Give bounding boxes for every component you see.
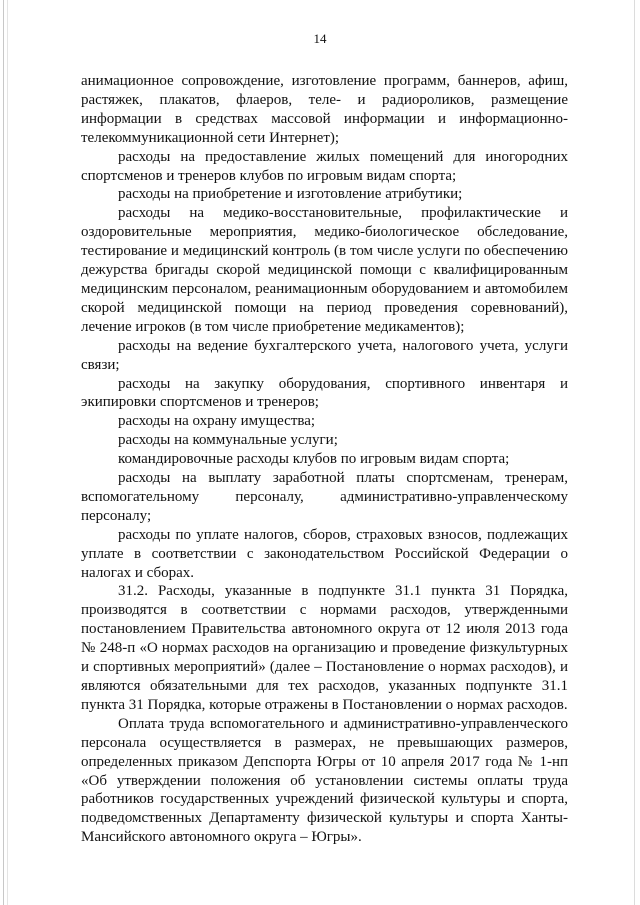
paragraph-tax-expenses: расходы по уплате налогов, сборов, страховых взносов, подлежащих уплате в соответствии с законодательством Российской Федерации о налогах и сборах. [81, 526, 568, 581]
paragraph-travel-expenses: командировочные расходы клубов по игровым видам спорта; [118, 451, 510, 468]
paragraph-accounting-expenses: расходы на ведение бухгалтерского учета, налогового учета, услуги связи; [81, 337, 568, 373]
paragraph-section-31-2: 31.2. Расходы, указанные в подпункте 31.1 пункта 31 Порядка, производятся в соответствии с нормами расходов, утвержденными постановлением Правительства автономного округа от 12 июля 2013 года № 248-п «О нормах расходов на организацию и проведение физкультурных и спортивных мероприятий» (далее – Постановление о нормах расходов), и являются обязательными для тех расходов, указанных подпункте 31.1 пункта 31 Порядка, которые отражены в Постановлении о нормах расходов. [81, 583, 568, 713]
paragraph-equipment-expenses: расходы на закупку оборудования, спортивного инвентаря и экипировки спортсменов и тренеров; [81, 375, 568, 411]
scan-edge-right [634, 0, 635, 905]
scan-edge-left [3, 0, 4, 905]
scan-edge-left-inner [7, 0, 8, 905]
paragraph-security-expenses: расходы на охрану имущества; [118, 413, 316, 430]
paragraph-advertising-continuation: анимационное сопровождение, изготовление программ, баннеров, афиш, растяжек, плакатов, флаеров, теле- и радиороликов, размещение информации в средствах массовой информации и информационно-телекоммуникационной сети Интернет); [81, 73, 568, 146]
paragraph-utilities-expenses: расходы на коммунальные услуги; [118, 432, 338, 449]
paragraph-housing-expenses: расходы на предоставление жилых помещений для иногородних спортсменов и тренеров клубов по игровым видам спорта; [81, 148, 568, 184]
paragraph-attributes-expenses: расходы на приобретение и изготовление атрибутики; [118, 186, 463, 203]
paragraph-staff-remuneration: Оплата труда вспомогательного и административно-управленческого персонала осуществляется в размерах, не превышающих размеров, определенных приказом Депспорта Югры от 10 апреля 2017 года № 1-нп «Об утверждении положения об установлении системы оплаты труда работников государственных учреждений физической культуры и спорта, подведомственных Департаменту физической культуры и спорта Ханты-Мансийского автономного округа – Югры». [81, 715, 568, 846]
paragraph-salary-expenses: расходы на выплату заработной платы спортсменам, тренерам, вспомогательному персоналу, административно-управленческому персоналу; [81, 470, 568, 524]
document-body [81, 72, 568, 847]
page-number: 14 [313, 31, 327, 46]
paragraph-medical-expenses: расходы на медико-восстановительные, профилактические и оздоровительные мероприятия, медико-биологическое обследование, тестирование и медицинский контроль (в том числе услуги по обеспечению дежурства бригады скорой медицинской помощи с квалифицированным медицинским персоналом, реанимационным оборудованием и автомобилем скорой медицинской помощи на период проведения соревнований), лечение игроков (в том числе приобретение медикаментов); [81, 205, 568, 335]
